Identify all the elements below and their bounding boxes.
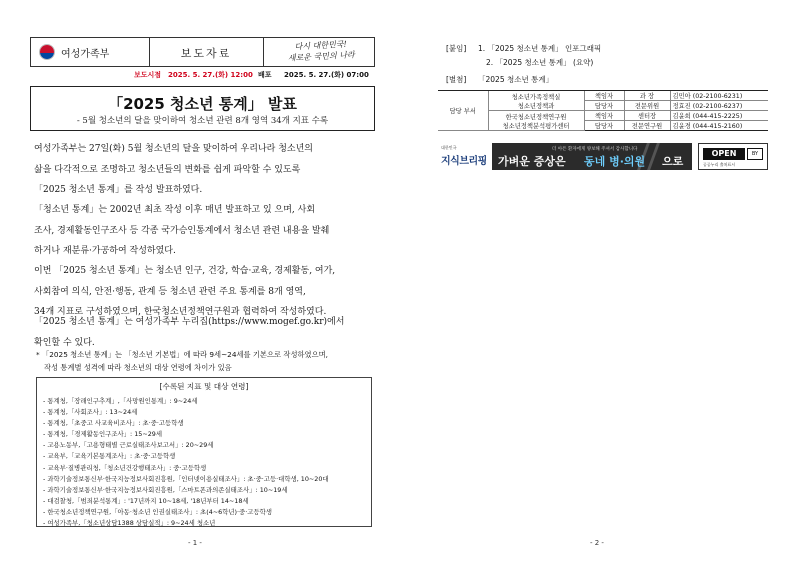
indicator-list bbox=[43, 396, 371, 529]
government-emblem-icon bbox=[39, 44, 55, 60]
contact-row bbox=[438, 91, 768, 101]
contact-title: 전문연구원 bbox=[624, 121, 670, 131]
press-release-label: 보도자료 bbox=[180, 47, 232, 60]
contact-name-phone: 김윤희 (044-415-2225) bbox=[670, 111, 768, 121]
contact-role: 담당자 bbox=[584, 121, 624, 131]
banner-headline-2: 동네 병·의원 bbox=[584, 155, 646, 168]
title-box bbox=[30, 86, 375, 131]
slogan-logo: 다시 대한민국! 새로운 국민의 나라 bbox=[287, 39, 355, 63]
contact-org: 청소년정책분석평가센터 bbox=[502, 122, 570, 130]
paragraph-3: 이번 「2025 청소년 통계」는 청소년 인구, 건강, 학습·교육, 경제활동, 여가, 사회참여 의식, 안전·행동, 관계 등 청소년 관련 주요 통계를 8개 영역, 34개 지표로 구성하였으며, 한국청소년정책연구원과 협력하여 작성하였다. bbox=[34, 266, 336, 317]
separate-label: [별첨] bbox=[446, 75, 467, 84]
open-caption: 공공누리 출처표시 bbox=[703, 162, 736, 167]
contact-org: 청소년가족정책실 bbox=[511, 93, 561, 101]
page-title: 「2025 청소년 통계」 발표 bbox=[108, 95, 297, 113]
contact-role: 책임자 bbox=[584, 91, 624, 101]
contact-name-phone: 김민아 (02-2100-6231) bbox=[670, 91, 768, 101]
indicator-item: - 한국청소년정책연구원,「아동·청소년 인권실태조사」: 초(4~6학년)·중·고등학생 bbox=[43, 507, 272, 516]
contact-table bbox=[438, 90, 768, 131]
banner-headline-3: 으로 bbox=[662, 155, 684, 168]
indicator-item: - 교육부,「교육기본통계조사」: 초·중·고등학생 bbox=[43, 452, 176, 461]
indicator-item: - 고용노동부,「고용형태별 근로실태조사보고서」: 20~29세 bbox=[43, 441, 214, 450]
briefing-logo[interactable]: 대한민국 지식브리핑 bbox=[441, 145, 487, 167]
contact-name-phone: 정효진 (02-2100-6237) bbox=[670, 101, 768, 111]
indicator-item: - 교육부·질병관리청,「청소년건강행태조사」: 중·고등학생 bbox=[43, 463, 207, 472]
contact-title: 전문위원 bbox=[624, 101, 670, 111]
health-campaign-banner[interactable] bbox=[492, 143, 692, 170]
page-number-1: - 1 - bbox=[188, 539, 202, 547]
indicator-item: - 통계청,「장래인구추계」,「사망원인통계」: 9~24세 bbox=[43, 397, 198, 405]
open-label: OPEN bbox=[703, 148, 745, 160]
indicator-item: - 여성가족부,「청소년상담1388 상담실적」: 9~24세 청소년 bbox=[43, 519, 216, 528]
indicator-item: - 통계청,「경제활동인구조사」: 15~29세 bbox=[43, 430, 163, 439]
attachment-item-1: 1. 「2025 청소년 통계」 인포그래픽 bbox=[478, 44, 602, 53]
press-header bbox=[30, 37, 375, 67]
indicator-box bbox=[36, 377, 372, 527]
contact-org: 한국청소년정책연구원 bbox=[505, 113, 567, 121]
ministry-name: 여성가족부 bbox=[61, 49, 110, 60]
indicator-item: - 과학기술정보통신부·한국지능정보사회진흥원,「스마트폰과의존실태조사」: 10~19세 bbox=[43, 485, 288, 494]
banner-tagline: 더 아픈 환자에게 양보해 주셔서 감사합니다 bbox=[552, 147, 638, 152]
attachment-label: [붙임] bbox=[446, 44, 467, 53]
contact-role: 책임자 bbox=[584, 111, 624, 121]
contact-name-phone: 김윤경 (044-415-2160) bbox=[670, 121, 768, 131]
attachment-item-2: 2. 「2025 청소년 통계」 (요약) bbox=[486, 58, 594, 67]
embargo-label: 보도시점 bbox=[134, 71, 162, 79]
contact-role: 담당자 bbox=[584, 101, 624, 111]
paragraph-1: 여성가족부는 27일(화) 5월 청소년의 달을 맞이하여 우리나라 청소년의 삶을 다각적으로 조명하고 청소년들의 변화를 쉽게 파악할 수 있도록 「2025 청소년 통계」를 작성 발표하였다. bbox=[34, 144, 313, 195]
contact-title: 과 장 bbox=[624, 91, 670, 101]
indicator-item: - 통계청,「사회조사」: 13~24세 bbox=[43, 408, 138, 417]
page-subtitle: - 5월 청소년의 달을 맞이하여 청소년 관련 8개 영역 34개 지표 수록 bbox=[76, 116, 329, 126]
separate-item: 「2025 청소년 통계」 bbox=[478, 75, 554, 84]
department-label: 담당 부서 bbox=[438, 91, 488, 131]
attribution-icon: BY bbox=[747, 148, 763, 160]
contact-title: 센터장 bbox=[624, 111, 670, 121]
paragraph-4: 「2025 청소년 통계」는 여성가족부 누리집(https://www.mogef.go.kr)에서 확인할 수 있다. bbox=[34, 317, 345, 348]
embargo-line bbox=[30, 70, 375, 84]
indicator-box-title: [수록된 지표 및 대상 연령] bbox=[159, 382, 249, 391]
contact-org: 청소년정책과 bbox=[517, 102, 555, 110]
banner-headline-1: 가벼운 증상은 bbox=[498, 155, 566, 168]
indicator-item: - 통계청,「초중고 사교육비조사」: 초·중·고등학생 bbox=[43, 419, 184, 428]
banner-strip bbox=[438, 143, 770, 170]
open-license-badge[interactable] bbox=[698, 143, 768, 170]
distribution-time: 2025. 5. 27.(화) 07:00 bbox=[284, 71, 369, 79]
indicator-item: - 대검찰청,「범죄분석통계」: '17년까지 10~18세, '18년부터 14~18세 bbox=[43, 496, 249, 505]
indicator-item: - 과학기술정보통신부·한국지능정보사회진흥원,「인터넷이용실태조사」: 초·중·고등·대학생, 10~20대 bbox=[43, 474, 329, 483]
distribution-label: 배포 bbox=[258, 71, 272, 79]
contact-row bbox=[438, 111, 768, 121]
embargo-time: 2025. 5. 27.(화) 12:00 bbox=[168, 71, 253, 79]
age-note: * 「2025 청소년 통계」는 「청소년 기본법」에 따라 9세~24세를 기본으로 작성하였으며, 작성 통계별 성격에 따라 청소년의 대상 연령에 차이가 있음 bbox=[36, 350, 329, 372]
paragraph-2: 「청소년 통계」는 2002년 최초 작성 이후 매년 발표하고 있 으며, 사회 조사, 경제활동인구조사 등 각종 국가승인통계에서 청소년 관련 내용을 발췌 하거나 재분류·가공하여 작성하였다. bbox=[34, 205, 330, 256]
page-number-2: - 2 - bbox=[590, 539, 604, 547]
